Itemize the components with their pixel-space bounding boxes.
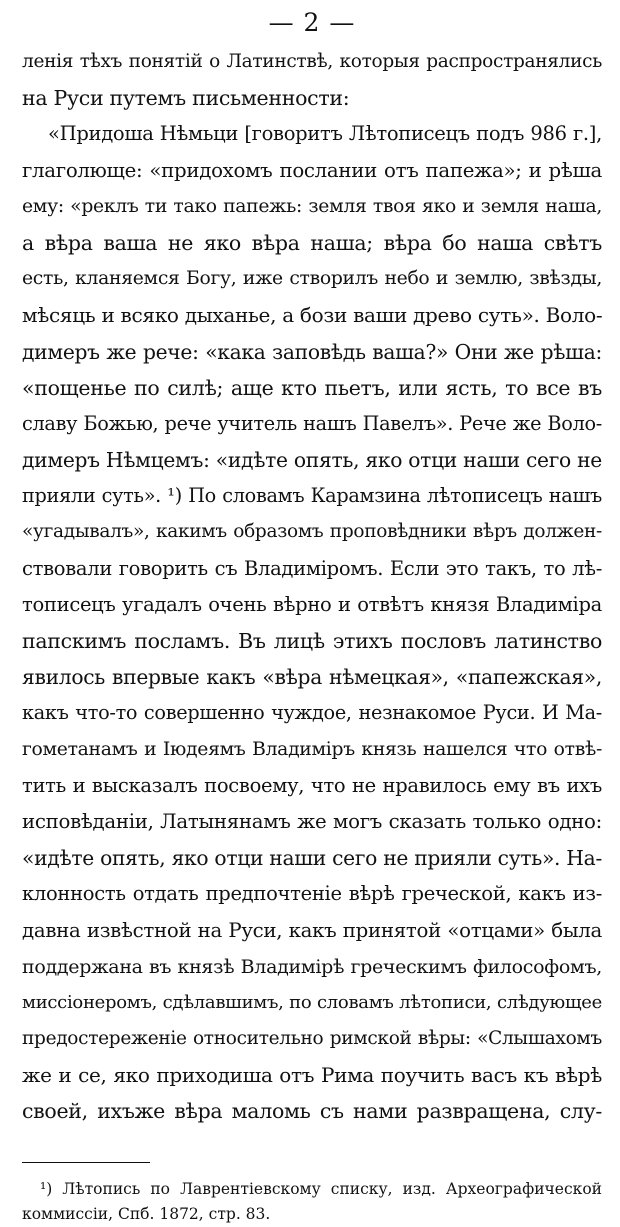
footnote-line: коммиссіи, Спб. 1872, стр. 83.	[22, 1204, 271, 1223]
text-line: димеръ Нѣмцемъ: «идѣте опять, яко отци наши сего не	[22, 448, 602, 473]
text-line: димеръ же рече: «кака заповѣдь ваша?» Они же рѣша:	[22, 339, 602, 364]
text-line: ствовали говорить съ Владиміромъ. Если это такъ, то лѣ-	[22, 556, 602, 580]
text-line: «угадывалъ», какимъ образомъ проповѣдники вѣръ должен-	[22, 521, 602, 543]
text-line: же и се, яко приходиша отъ Рима поучить васъ къ вѣрѣ	[22, 1063, 602, 1088]
text-line: прияли суть». ¹) По словамъ Карамзина лѣтописецъ нашъ	[22, 484, 602, 508]
text-line: на Руси путемъ письменности:	[22, 86, 350, 111]
document-page	[22, 8, 602, 1227]
text-line: «Придоша Нѣмьци [говоритъ Лѣтописецъ подъ 986 г.],	[48, 122, 602, 146]
text-line: какъ что-то совершенно чуждое, незнакомое Руси. И Ма-	[22, 701, 602, 725]
footnote-divider	[22, 1162, 150, 1163]
footnote-line: ¹) Лѣтопись по Лаврентіевскому списку, изд. Археографической	[40, 1179, 602, 1198]
text-line: мѣсяць и всяко дыханье, а бози ваши древо суть». Воло-	[22, 303, 603, 328]
text-line: предостереженіе относительно римской вѣры: «Слышахомъ	[22, 1028, 602, 1050]
text-line: глаголюще: «придохомъ послании отъ папежа»; и рѣша	[22, 158, 602, 182]
text-line: давна извѣстной на Руси, какъ принятой «отцами» была	[22, 918, 602, 942]
text-line: «идѣте опять, яко отци наши сего не прияли суть». На-	[22, 846, 602, 871]
text-line: клонность отдать предпочтеніе вѣрѣ греческой, какъ из-	[22, 882, 602, 906]
text-line: славу Божью, рече учитель нашъ Павелъ». Рече же Воло-	[22, 411, 602, 435]
text-line: ему: «реклъ ти тако папежь: земля твоя яко и земля наша,	[22, 195, 602, 217]
text-line: поддержана въ князѣ Владимірѣ греческимъ философомъ,	[22, 955, 602, 978]
text-line: ленія тѣхъ понятій о Латинствѣ, которыя распространялись	[22, 51, 602, 72]
text-line: гометанамъ и Іюдеямъ Владиміръ князь нашелся что отвѣ-	[22, 738, 602, 760]
footnotes	[22, 1177, 602, 1227]
body-text	[22, 44, 602, 1130]
text-line: исповѣданіи, Латынянамъ же могъ сказать только одно:	[22, 809, 602, 833]
text-line: явилось впервые какъ «вѣра нѣмецкая», «папежская»,	[22, 665, 602, 690]
page-number: — 2 —	[268, 8, 356, 37]
text-line: папскимъ посламъ. Въ лицѣ этихъ пословъ латинство	[22, 629, 602, 653]
text-line: а вѣра ваша не яко вѣра наша; вѣра бо наша свѣтъ	[22, 230, 602, 255]
text-line: тописецъ угадалъ очень вѣрно и отвѣтъ князя Владиміра	[22, 592, 602, 616]
text-line: своей, ихъже вѣра маломь съ нами развращена, слу-	[22, 1099, 602, 1124]
text-line: тить и высказалъ посвоему, что не нравилось ему въ ихъ	[22, 773, 602, 797]
text-line: миссіонеромъ, сдѣлавшимъ, по словамъ лѣтописи, слѣдующее	[22, 991, 602, 1013]
text-line: есть, кланяемся Богу, иже створилъ небо и землю, звѣзды,	[22, 268, 602, 290]
text-line: «пощенье по силѣ; аще кто пьетъ, или ясть, то все въ	[22, 375, 602, 400]
